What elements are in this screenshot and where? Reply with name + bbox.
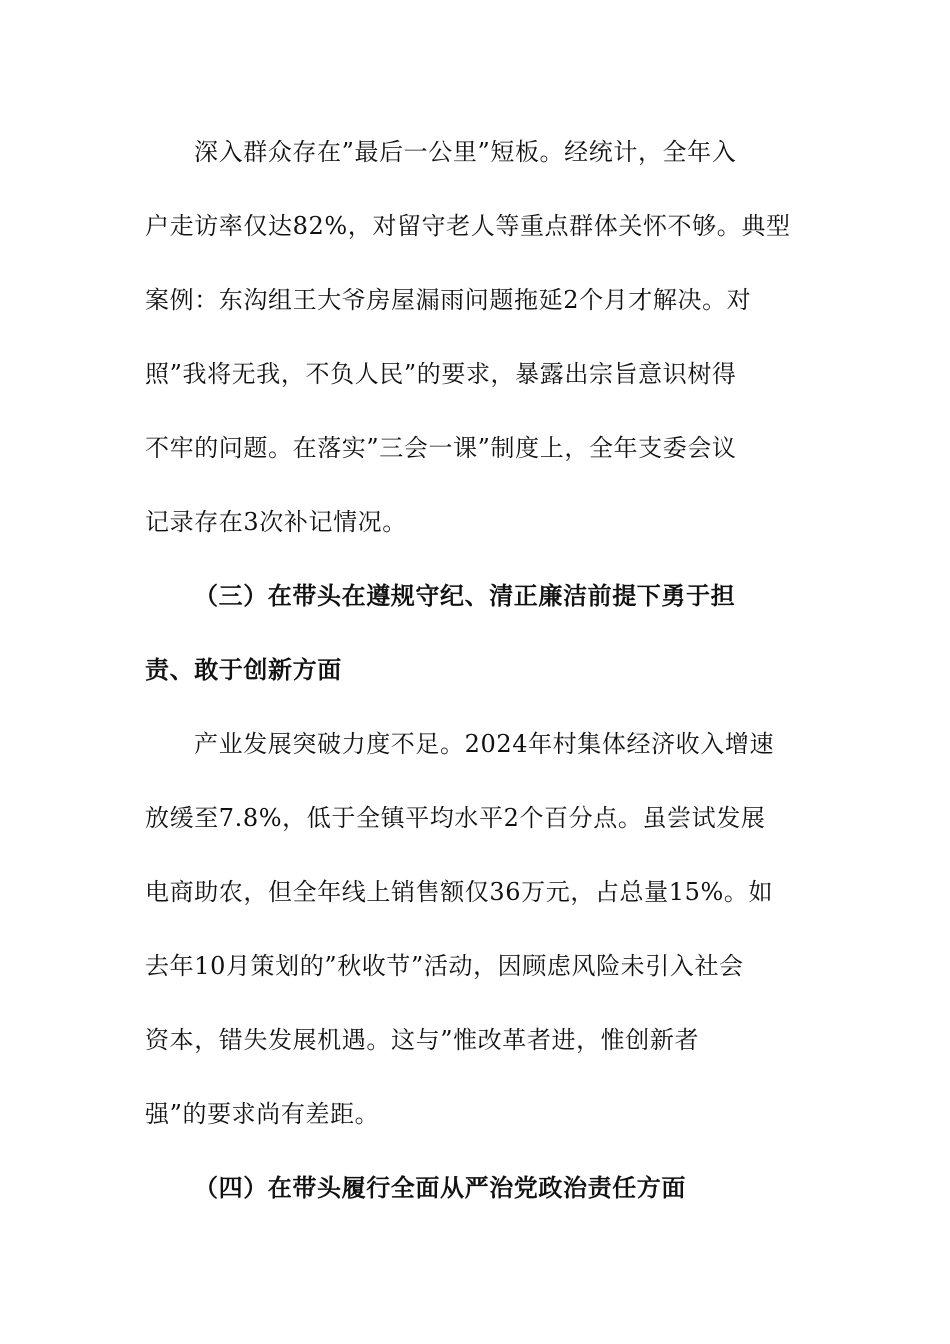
paragraph-line: 照”我将无我，不负人民”的要求，暴露出宗旨意识树得 <box>145 360 737 388</box>
paragraph-line: 记录存在3次补记情况。 <box>145 508 407 536</box>
section-heading: （三）在带头在遵规守纪、清正廉洁前提下勇于担 <box>194 581 736 610</box>
paragraph-line: 产业发展突破力度不足。2024年村集体经济收入增速 <box>194 730 775 758</box>
paragraph-line: 放缓至7.8%，低于全镇平均水平2个百分点。虽尝试发展 <box>145 804 766 832</box>
paragraph-line: 深入群众存在”最后一公里”短板。经统计，全年入 <box>194 138 737 166</box>
paragraph-line: 户走访率仅达82%，对留守老人等重点群体关怀不够。典型 <box>145 212 791 240</box>
section-heading: （四）在带头履行全面从严治党政治责任方面 <box>194 1173 686 1202</box>
section-heading: 责、敢于创新方面 <box>145 655 342 684</box>
paragraph-line: 案例：东沟组王大爷房屋漏雨问题拖延2个月才解决。对 <box>145 286 752 314</box>
paragraph-line: 不牢的问题。在落实”三会一课”制度上，全年支委会议 <box>145 434 737 462</box>
paragraph-line: 强”的要求尚有差距。 <box>145 1100 380 1128</box>
paragraph-line: 资本，错失发展机遇。这与”惟改革者进，惟创新者 <box>145 1026 700 1054</box>
paragraph-line: 电商助农，但全年线上销售额仅36万元，占总量15%。如 <box>145 878 774 906</box>
paragraph-line: 去年10月策划的”秋收节”活动，因顾虑风险未引入社会 <box>145 952 744 980</box>
